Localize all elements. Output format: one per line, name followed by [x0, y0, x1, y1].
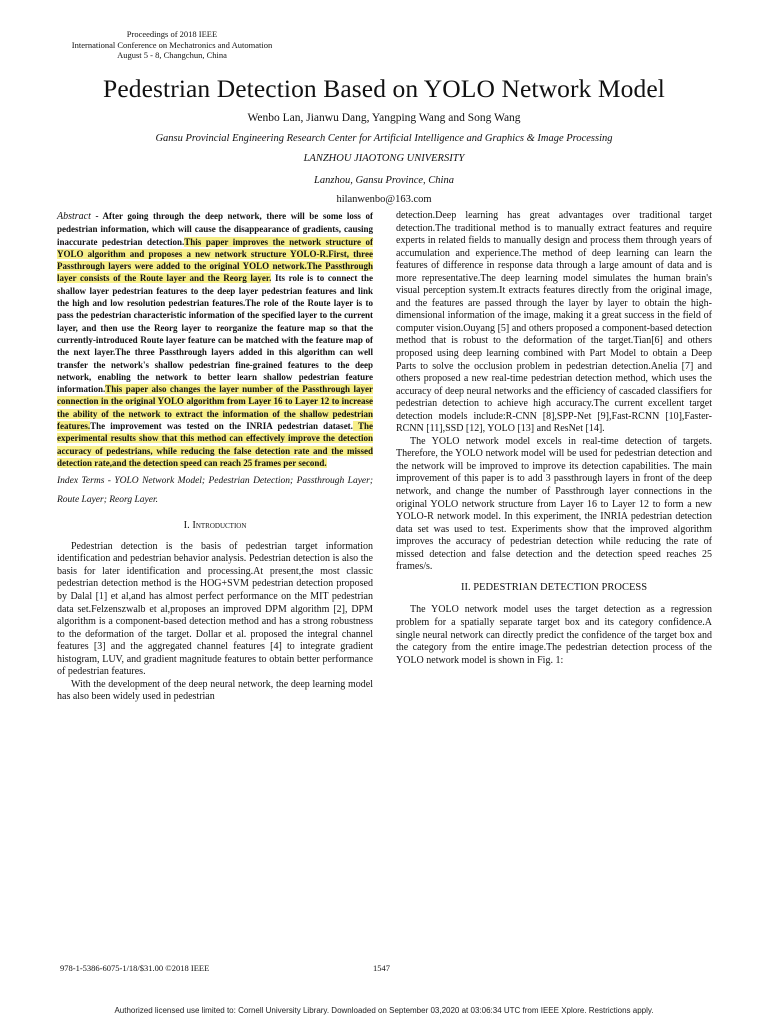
footer-page-number: 1547	[373, 963, 390, 973]
paper-location: Lanzhou, Gansu Province, China	[314, 175, 454, 186]
left-column	[57, 210, 373, 704]
license-notice: Authorized licensed use limited to: Cornell University Library. Downloaded on September 03,2020 at 03:06:34 UTC from IEEE Xplore. Restrictions apply.	[114, 1006, 654, 1015]
proceedings-line-2: International Conference on Mechatronics and Automation	[71, 39, 273, 50]
abstract-highlight-1: This paper improves the network structure of YOLO algorithm and proposes a new network structure YOLO-R.First, three Passthrough layers were added to the original YOLO network.The Passthrough layer consists of the Route layer and the Reorg layer.	[57, 236, 373, 284]
paper-university: LANZHOU JIAOTONG UNIVERSITY	[303, 153, 465, 164]
footer-isbn: 978-1-5386-6075-1/18/$31.00 ©2018 IEEE	[60, 963, 210, 973]
right-paragraph-3: The YOLO network model uses the target detection as a regression problem for a spatially separate target box and its category confidence.A single neural network can directly predict the confidence of the target box and the category from the entire image.The pedestrian detection process of the YOLO network model is shown in Fig. 1:	[396, 604, 712, 666]
paper-affiliation: Gansu Provincial Engineering Research Center for Artificial Intelligence and Graphics & Image Processing	[155, 133, 613, 144]
right-paragraph-1: detection.Deep learning has great advantages over traditional target detection.The traditional method is to manually extract features and require experts in related fields to manually design and process them through years of accumulation and experience.The method of deep learning can learn the features of difference in response data through a large amount of data and is more representative.The deep learning model simulates the human brain's visual perception system.It extracts features directly from the original image, and the features are passed through the layer by layer to obtain the high-dimensional information of the image, making it a great success in the field of computer vision.Ouyang [5] and others proposed a component-based detection method that is robust to the deformation of the target.Tian[6] and others proposed using deep learning combined with Part Model to obtain a Deep Parts to solve the occlusion problem in pedestrian detection.Anelia [7] and others proposed a new real-time pedestrian detection method, which uses the accuracy of deep neural networks and the efficiency of cascaded classifiers for pedestrian detection to achieve high accuracy.The current excellent target detection models include:R-CNN [8],SPP-Net [9],Fast-RCNN [10],Faster-RCNN [11],SSD [12], YOLO [13] and ResNet [14].	[396, 210, 712, 435]
abstract-part-3: Its role is to connect the shallow layer pedestrian features to the deep layer pedestrian features and link the high and low resolution pedestrian features.The role of the Route layer is to pass the pedestrian characteristic information of the specified layer to the current layer, and then use the Reorg layer to reorganize the feature map so that the currently-introduced Route layer feature can be matched with the feature map of the next layer.The three Passthrough layers added in this algorithm can well transfer the network's shallow pedestrian fine-grained features to the deep network, enabling the network to better learn shallow pedestrian feature information.	[57, 273, 373, 395]
intro-paragraph-1: Pedestrian detection is the basis of pedestrian target information identification and pedestrian behavior analysis. Pedestrian detection is also the basis for later identification and processing.At present,the most classic pedestrian detection method is the HOG+SVM pedestrian detection proposed by Dalal [1] et al,and has almost perfect performance on the MIT pedestrian data set.Felzenszwalb et al,proposes an improved DPM algorithm [2], DPM algorithm is a component-based detection method and has a strong robustness to the deformation of the target. Dollar et al. proposed the integral channel features [3] and the aggregated channel features [4] to integrate gradient histogram, LUV, and gradient magnitude features to obtain better performance of pedestrian features.	[57, 540, 373, 678]
index-terms: Index Terms - YOLO Network Model; Pedestrian Detection; Passthrough Layer; Route Layer; Reorg Layer.	[57, 476, 373, 506]
abstract-lead: Abstract	[57, 211, 91, 222]
paper-title: Pedestrian Detection Based on YOLO Network Model	[103, 74, 665, 103]
section-1-heading: I. Introduction	[183, 520, 247, 532]
section-2-heading: II. PEDESTRIAN DETECTION PROCESS	[460, 581, 648, 593]
right-column	[396, 210, 712, 667]
paper-authors: Wenbo Lan, Jianwu Dang, Yangping Wang and Song Wang	[247, 112, 521, 124]
proceedings-line-3: August 5 - 8, Changchun, China	[117, 50, 227, 60]
intro-paragraph-2: With the development of the deep neural network, the deep learning model has also been widely used in pedestrian	[57, 678, 373, 703]
paper-email[interactable]: hilanwenbo@163.com	[336, 194, 432, 205]
abstract-highlight-3: The experimental results show that this method can effectively improve the detection accuracy of pedestrians, while reducing the false detection rate and the missed detection rate,and the detection speed can reach 25 frames per second.	[57, 421, 374, 468]
abstract	[57, 210, 373, 469]
abstract-part-1: - After going through the deep network, there will be some loss of pedestrian information, which will cause the disappearance of gradients, causing inaccurate pedestrian detection.	[57, 211, 373, 247]
abstract-part-5: The improvement was tested on the INRIA pedestrian dataset.	[90, 421, 353, 432]
proceedings-header	[52, 29, 292, 61]
proceedings-line-1: Proceedings of 2018 IEEE	[126, 29, 218, 39]
right-paragraph-2: The YOLO network model excels in real-time detection of targets. Therefore, the YOLO network model will be used for pedestrian detection and the network will be improved to improve its detection capabilities. The main improvement of this paper is to add 3 passthrough layers in front of the deep network, and change the number of Passthrough layer connections in the original YOLO network structure from Layer 16 to Layer 12 to form a new YOLO-R network model. In this experiment, the INRIA pedestrian detection data set was used to test. Experiments show that the improved algorithm improves the accuracy of pedestrian detection while reducing the rate of missed detection and false detection and the detection speed reaches 25 frames/s.	[396, 435, 712, 573]
abstract-highlight-2: This paper also changes the layer number of the Passthrough layer connection in the original YOLO algorithm from Layer 16 to Layer 12 to increase the ability of the network to extract the information of the shallow pedestrian features.	[57, 384, 373, 432]
